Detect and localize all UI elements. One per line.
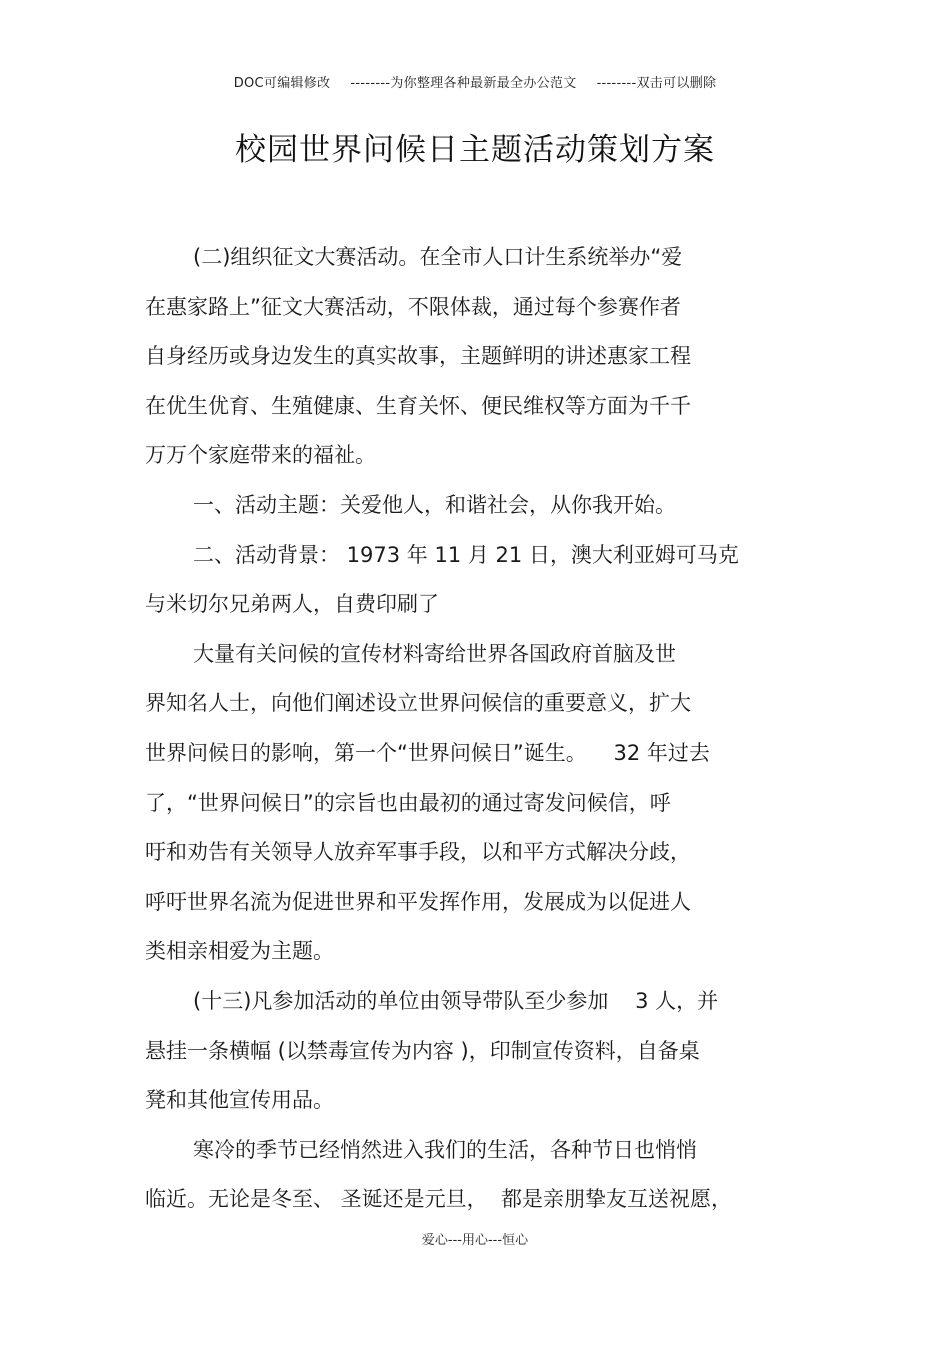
page-footer: 爱心---用心---恒心 xyxy=(421,1233,529,1248)
paragraph-line: 二、活动背景： 1973 年 11 月 21 日，澳大利亚姆可马克 xyxy=(193,542,739,567)
paragraph-line: 悬挂一条横幅 (以禁毒宣传为内容 )，印制宣传资料，自备桌 xyxy=(145,1038,700,1063)
header-middle: --------为你整理各种最新最全办公范文 xyxy=(350,76,577,91)
header-left: DOC可编辑修改 xyxy=(233,76,331,91)
page-header xyxy=(0,72,950,91)
paragraph-line: (二)组织征文大赛活动。在全市人口计生系统举办“爱 xyxy=(193,245,683,269)
document-body xyxy=(145,240,805,1232)
paragraph-line: 万万个家庭带来的福祉。 xyxy=(145,443,376,468)
paragraph-line: 界知名人士，向他们阐述设立世界问候信的重要意义，扩大 xyxy=(145,691,691,716)
paragraph-line: 在优生优育、生殖健康、生育关怀、便民维权等方面为千千 xyxy=(145,393,691,418)
paragraph-line: 临近。无论是冬至、 圣诞还是元旦， 都是亲朋挚友互送祝愿， xyxy=(145,1187,733,1212)
paragraph-line: 寒冷的季节已经悄然进入我们的生活，各种节日也悄悄 xyxy=(193,1137,697,1162)
paragraph-line: 吁和劝告有关领导人放弃军事手段，以和平方式解决分歧， xyxy=(145,840,691,865)
paragraph-line: 凳和其他宣传用品。 xyxy=(145,1088,334,1113)
paragraph-line: 与米切尔兄弟两人，自费印刷了 xyxy=(145,592,439,617)
header-right: --------双击可以删除 xyxy=(596,76,717,91)
paragraph-line: 在惠家路上”征文大赛活动，不限体裁，通过每个参赛作者 xyxy=(145,294,681,319)
paragraph-line: 自身经历或身边发生的真实故事，主题鲜明的讲述惠家工程 xyxy=(145,344,691,369)
paragraph-line: 世界问候日的影响，第一个“世界问候日”诞生。 32 年过去 xyxy=(145,740,710,765)
document-title: 校园世界问候日主题活动策划方案 xyxy=(235,132,715,168)
paragraph-line: (十三)凡参加活动的单位由领导带队至少参加 3 人，并 xyxy=(193,988,719,1013)
paragraph-line: 类相亲相爱为主题。 xyxy=(145,939,334,964)
paragraph-line: 了，“世界问候日”的宗旨也由最初的通过寄发问候信，呼 xyxy=(145,790,671,815)
paragraph-line: 大量有关问候的宣传材料寄给世界各国政府首脑及世 xyxy=(193,641,676,666)
paragraph-line: 呼吁世界名流为促进世界和平发挥作用，发展成为以促进人 xyxy=(145,889,691,914)
paragraph-line: 一、活动主题：关爱他人，和谐社会，从你我开始。 xyxy=(193,492,676,517)
